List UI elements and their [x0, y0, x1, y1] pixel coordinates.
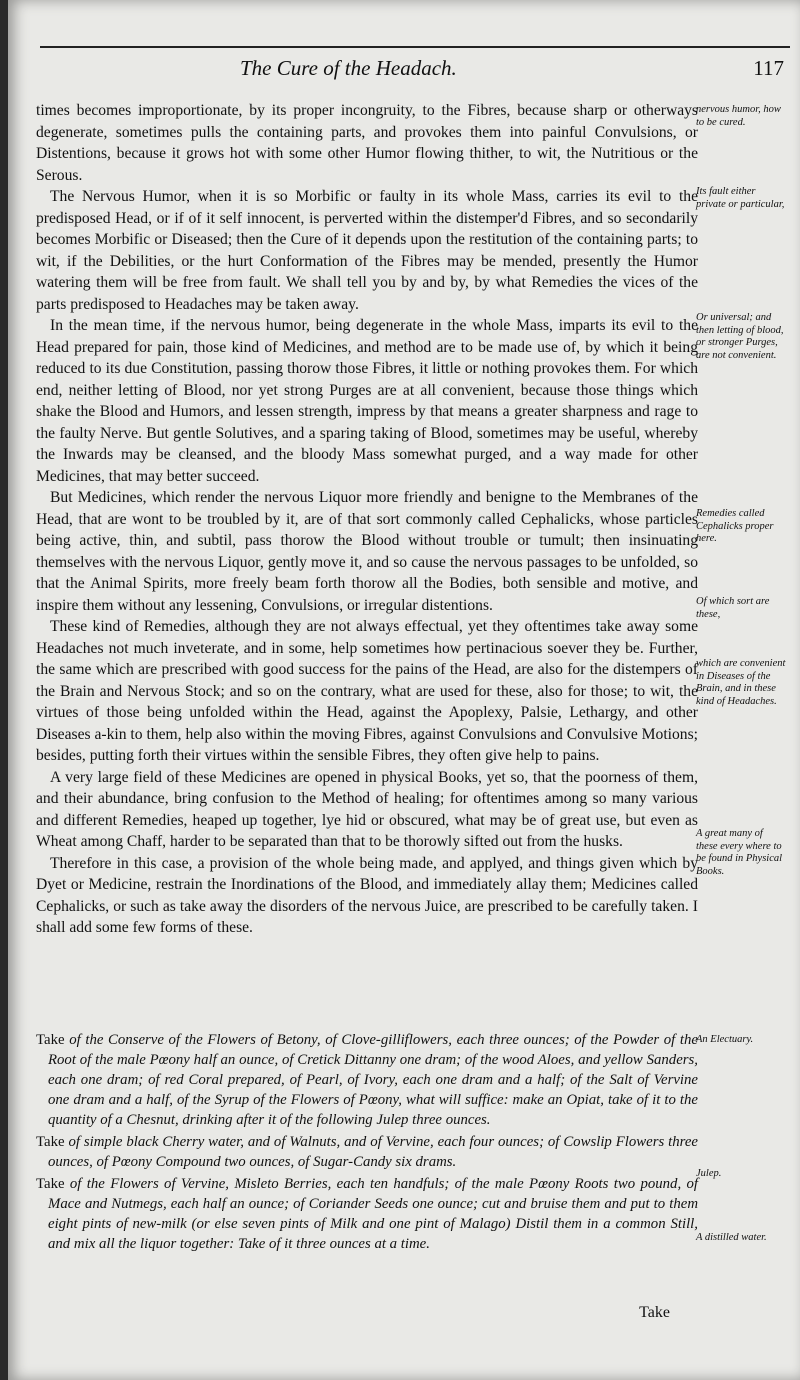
page-number: 117: [753, 56, 784, 80]
paragraph: times becomes improportionate, by its proper incongruity, to the Fibres, because sharp or otherways degenerate, sometimes pulls the containing parts, and provokes them into painful Convulsions, or Distentions, because it grows hot with some other Humor flowing thither, to wit, the Nutritious or the Serous.: [36, 102, 698, 184]
recipe-text: of simple black Cherry water, and of Walnuts, and of Vervine, each four ounces; of Cowslip Flowers three ounces, of Pœony Compound two ounces, of Sugar-Candy six drams.: [48, 1134, 698, 1170]
margin-note: Its fault either private or particular,: [696, 186, 785, 210]
margin-note: Or universal; and then letting of blood, or stronger Purges, are not convenient.: [696, 312, 784, 361]
recipe-text: of the Flowers of Vervine, Misleto Berries, each ten handfuls; of the male Pœony Roots two pound, of Mace and Nutmegs, each half an ounce; of Coriander Seeds one ounce; cut and bruise them and put to them eight pints of new-milk (or else seven pints of Milk and one pint of Malago) Distil them in a common Still, and mix all the liquor together: Take of it three ounces at a time.: [48, 1176, 698, 1252]
recipe-take: Take: [36, 1032, 65, 1048]
recipe-take: Take: [36, 1134, 65, 1150]
paragraph: These kind of Remedies, although they are not always effectual, yet they oftentimes take away some Headaches not much inveterate, and in some, help sometimes how pertinacious soever they be. Further, the same which are prescribed with good success for the pains of the Head, are also for the distempers of the Brain and Nervous Stock; and so on the contrary, what are used for these, also for those; to wit, the virtues of those being unfolded within the Head, against the Apoplexy, Palsie, Lethargy, and other Diseases a-kin to them, help also within the moving Fibres, against Convulsions and Convulsive Motions; besides, putting forth their virtues within the sensible Fibres, they often give help to pains.: [36, 618, 698, 764]
page-header: [8, 56, 800, 90]
margin-note: nervous humor, how to be cured.: [696, 104, 781, 128]
margin-note: A great many of these every where to be found in Physical Books.: [696, 828, 783, 877]
running-title: The Cure of the Headach.: [240, 56, 457, 80]
catchword: Take: [639, 1304, 670, 1321]
header-rule: [40, 46, 790, 48]
recipes: [36, 1030, 698, 1256]
margin-note: A distilled water.: [696, 1232, 767, 1243]
recipe-take: Take: [36, 1176, 65, 1192]
recipe: [36, 1174, 698, 1254]
recipe: [36, 1132, 698, 1172]
book-page: [8, 0, 800, 1380]
recipe: [36, 1030, 698, 1130]
margin-note: Julep.: [696, 1168, 722, 1179]
margin-note: An Electuary.: [696, 1034, 754, 1045]
margin-note: Remedies called Cephalicks proper here.: [696, 508, 774, 544]
paragraph: But Medicines, which render the nervous Liquor more friendly and benigne to the Membranes of the Head, that are wont to be troubled by it, are of that sort commonly called Cephalicks, whose particles being active, thin, and subtil, pass thorow the Blood without trouble or tumult; then insinuating themselves with the nervous Liquor, gently move it, and so cause the nervous passages to be unfolded, so that the Animal Spirits, more freely beam forth thorow all the Bodies, both sensible and motive, and inspire them without any lessening, Convulsions, or irregular distentions.: [36, 489, 698, 614]
paragraph: A very large field of these Medicines are opened in physical Books, yet so, that the poorness of them, and their abundance, bring confusion to the Method of healing; for oftentimes among so many various and different Remedies, heaped up together, lye hid or obscured, what may be of great use, but even as Wheat among Chaff, harder to be separated than that to be thorowly sifted out from the husks.: [36, 768, 698, 850]
margin-note: which are convenient in Diseases of the Brain, and in these kind of Headaches.: [696, 658, 786, 707]
main-text: [36, 100, 698, 939]
paragraph: Therefore in this case, a provision of the whole being made, and applyed, and things given which by Dyet or Medicine, restrain the Inordinations of the Blood, and immediately allay them; Medicines called Cephalicks, or such as take away the disorders of the nervous Juice, are prescribed to be carefully taken. I shall add some few forms of these.: [36, 854, 698, 936]
paragraph: In the mean time, if the nervous humor, being degenerate in the whole Mass, imparts its evil to the Head prepared for pain, those kind of Medicines, and method are to be made use of, by which it being reduced to its due Constitution, passing thorow those Fibres, it little or nothing provokes them. For which end, neither letting of Blood, nor yet strong Purges are at all convenient, because those things which shake the Blood and Humors, and lessen strength, impress by that means a greater sharpness and rage to the faulty Nerve. But gentle Solutives, and a sparing taking of Blood, sometimes may be useful, whereby the Inwards may be cleansed, and the bloody Mass somewhat purged, and a way made for other Medicines, that may better succeed.: [36, 317, 698, 485]
paragraph: The Nervous Humor, when it is so Morbific or faulty in its whole Mass, carries its evil to the predisposed Head, or if of it self innocent, is perverted within the distemper'd Fibres, and so secondarily becomes Morbific or Diseased; then the Cure of it depends upon the restitution of the containing parts; to wit, if the Debilities, or the hurt Conformation of the Fibres may be mended, presently the Humor watering them will be free from fault. We shall tell you by and by, by what Remedies the vices of the parts predisposed to Headaches may be taken away.: [36, 188, 698, 313]
recipe-text: of the Conserve of the Flowers of Betony, of Clove-gilliflowers, each three ounces; of the Powder of the Root of the male Pœony half an ounce, of Cretick Dittanny one dram; of the wood Aloes, and yellow Sanders, each one dram; of red Coral prepared, of Pearl, of Ivory, each one dram and a half; of the Salt of Vervine one dram and a half, of the Syrup of the Flowers of Pœony, what will suffice: make an Opiat, take of it to the quantity of a Chesnut, drinking after it of the following Julep three ounces.: [48, 1032, 699, 1128]
margin-note: Of which sort are these,: [696, 596, 770, 620]
